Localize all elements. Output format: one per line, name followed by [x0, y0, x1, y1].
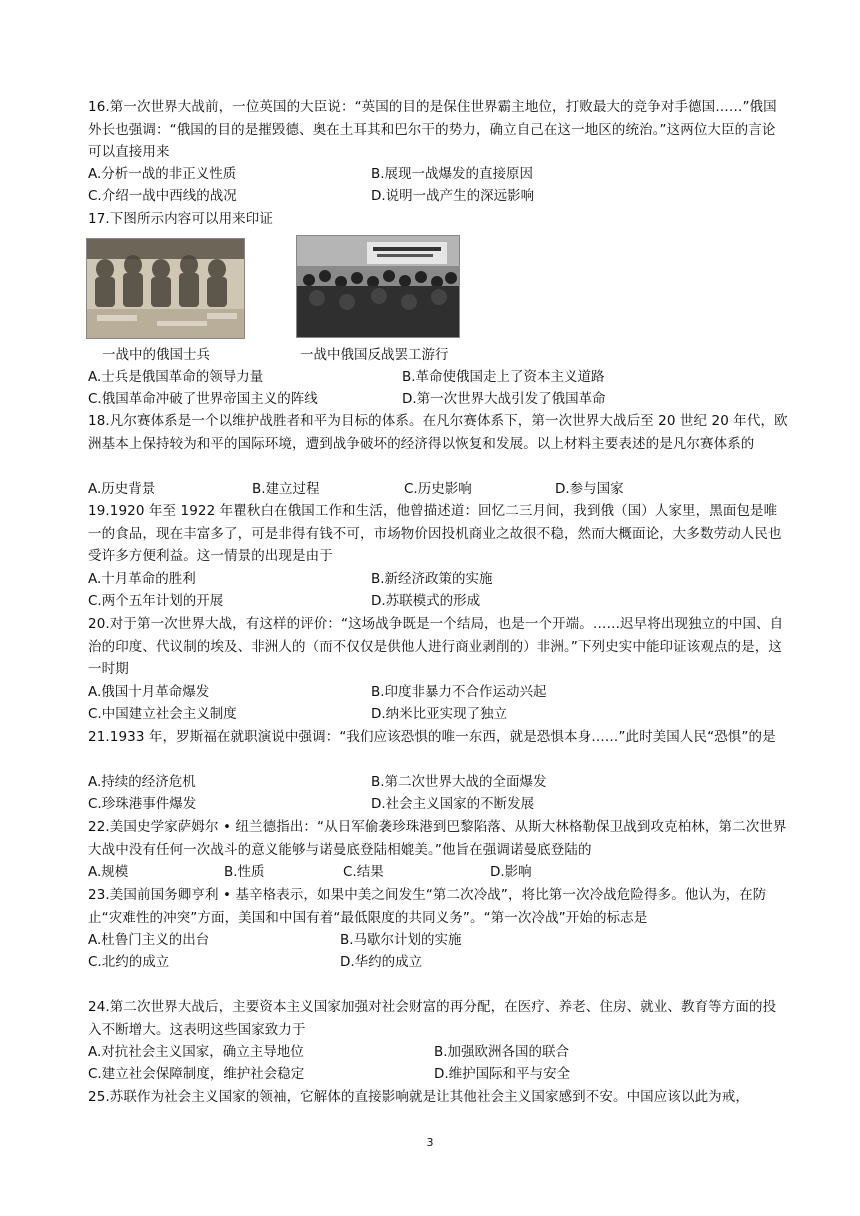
option-c: C.中国建立社会主义制度	[88, 706, 237, 722]
option-c: C.北约的成立	[88, 954, 170, 970]
option-d: D.华约的成立	[340, 954, 423, 970]
protest-photo-art	[297, 236, 459, 337]
question-24: 24.第二次世界大战后，主要资本主义国家加强对社会财富的再分配，在医疗、养老、住房、就业、教育等方面的投入不断增大。这表明这些国家致力于	[88, 999, 777, 1038]
option-b: B.第二次世界大战的全面爆发	[371, 774, 547, 790]
option-d: D.社会主义国家的不断发展	[371, 796, 535, 812]
option-d: D.苏联模式的形成	[371, 593, 481, 609]
option-c: C.建立社会保障制度，维护社会稳定	[88, 1066, 305, 1082]
option-d: D.影响	[490, 864, 532, 880]
question-23: 23.美国前国务卿亨利 • 基辛格表示，如果中美之间发生“第二次冷战”，将比第一次冷战危险得多。他认为，在防止“灾难性的冲突”方面，美国和中国有着“最低限度的共同义务”。“第一次冷战”开始的标志是	[88, 887, 767, 926]
question-18: 18.凡尔赛体系是一个以维护战胜者和平为目标的体系。在凡尔赛体系下，第一次世界大战后至 20 世纪 20 年代，欧洲基本上保持较为和平的国际环境，遭到战争破坏的经济得以恢复和发展。以上材料主要表述的是凡尔赛体系的	[88, 413, 788, 452]
option-d: D.说明一战产生的深远影响	[371, 188, 535, 204]
option-c: C.两个五年计划的开展	[88, 593, 224, 609]
option-b: B.新经济政策的实施	[371, 571, 493, 587]
option-c: C.俄国革命冲破了世界帝国主义的阵线	[88, 391, 318, 407]
option-c: C.结果	[343, 864, 384, 880]
option-d: D.维护国际和平与安全	[434, 1066, 571, 1082]
option-d: D.参与国家	[555, 481, 624, 497]
option-c: C.历史影响	[404, 481, 472, 497]
option-a: A.俄国十月革命爆发	[88, 684, 210, 700]
option-a: A.规模	[88, 864, 129, 880]
protest-caption: 一战中俄国反战罢工游行	[300, 347, 449, 363]
option-b: B.马歇尔计划的实施	[340, 932, 462, 948]
question-17: 17.下图所示内容可以用来印证	[88, 211, 273, 227]
option-b: B.建立过程	[252, 481, 320, 497]
question-21: 21.1933 年，罗斯福在就职演说中强调：“我们应该恐惧的唯一东西，就是恐惧本身……”此时美国人民“恐惧”的是	[88, 729, 776, 745]
option-b: B.印度非暴力不合作运动兴起	[371, 684, 547, 700]
option-b: B.加强欧洲各国的联合	[434, 1044, 570, 1060]
option-a: A.士兵是俄国革命的领导力量	[88, 369, 264, 385]
option-a: A.十月革命的胜利	[88, 571, 196, 587]
question-20: 20.对于第一次世界大战，有这样的评价：“这场战争既是一个结局，也是一个开端。……迟早将出现独立的中国、自治的印度、代议制的埃及、非洲人的（而不仅仅是供他人进行商业剥削的）非洲。”下列史实中能印证该观点的是，这一时期	[88, 616, 784, 677]
option-a: A.持续的经济危机	[88, 774, 196, 790]
option-b: B.性质	[224, 864, 265, 880]
protest-photo	[296, 235, 460, 338]
soldiers-photo-art	[87, 239, 244, 338]
option-a: A.分析一战的非正义性质	[88, 166, 237, 182]
question-25: 25.苏联作为社会主义国家的领袖，它解体的直接影响就是让其他社会主义国家感到不安。中国应该以此为戒，	[88, 1089, 749, 1105]
option-d: D.第一次世界大战引发了俄国革命	[402, 391, 606, 407]
option-c: C.介绍一战中西线的战况	[88, 188, 237, 204]
option-a: A.杜鲁门主义的出台	[88, 932, 210, 948]
option-b: B.展现一战爆发的直接原因	[371, 166, 534, 182]
page-number: 3	[426, 1136, 434, 1149]
option-c: C.珍珠港事件爆发	[88, 796, 197, 812]
option-d: D.纳米比亚实现了独立	[371, 706, 508, 722]
soldiers-caption: 一战中的俄国士兵	[102, 347, 210, 363]
soldiers-photo	[86, 238, 245, 339]
option-a: A.历史背景	[88, 481, 156, 497]
question-22: 22.美国史学家萨姆尔 • 纽兰德指出：“从日军偷袭珍珠港到巴黎陷落、从斯大林格勒保卫战到攻克柏林，第二次世界大战中没有任何一次战斗的意义能够与诺曼底登陆相媲美。”他旨在强调诺曼底登陆的	[88, 819, 787, 858]
option-b: B.革命使俄国走上了资本主义道路	[402, 369, 605, 385]
option-a: A.对抗社会主义国家，确立主导地位	[88, 1044, 304, 1060]
question-16: 16.第一次世界大战前，一位英国的大臣说：“英国的目的是保住世界霸主地位，打败最大的竞争对手德国……”俄国外长也强调：“俄国的目的是摧毁德、奥在土耳其和巴尔干的势力，确立自己在这一地区的统治。”这两位大臣的言论可以直接用来	[88, 99, 777, 160]
question-19: 19.1920 年至 1922 年瞿秋白在俄国工作和生活，他曾描述道：回忆二三月间，我到俄（国）人家里，黑面包是唯一的食品，现在丰富多了，可是非得有钱不可，市场物价因投机商业之故很不稳，然而大概面论，大多数劳动人民也受许多方便利益。这一情景的出现是由于	[88, 503, 782, 564]
